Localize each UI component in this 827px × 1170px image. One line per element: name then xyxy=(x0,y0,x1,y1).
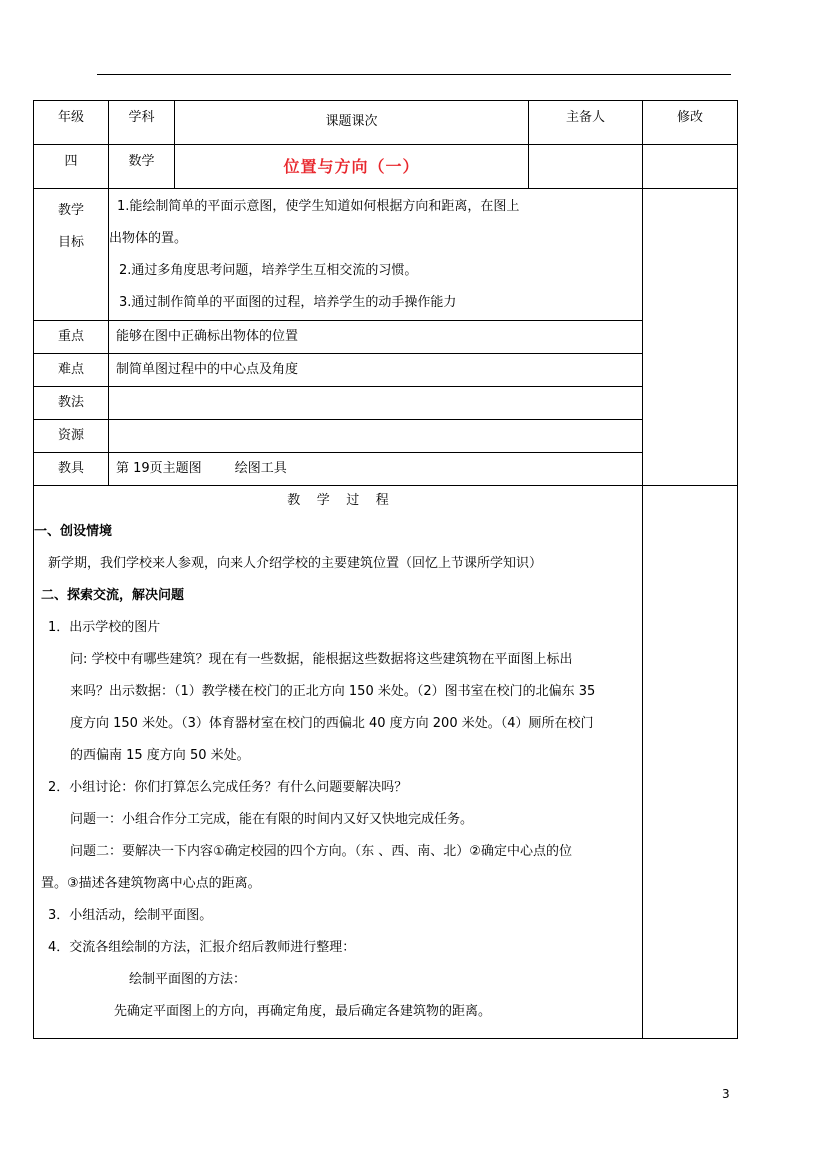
tools-label: 教具 xyxy=(34,453,109,486)
preparer-header: 主备人 xyxy=(529,101,643,145)
topic-value xyxy=(175,145,529,189)
revise-column-upper xyxy=(643,189,738,486)
lesson-info-row xyxy=(34,145,738,189)
process-line-2: 1．出示学校的图片 xyxy=(48,620,161,635)
process-line-11: 3．小组活动，绘制平面图。 xyxy=(48,908,213,923)
revise-column-lower xyxy=(643,486,738,1039)
process-section-2: 二、探索交流，解决问题 xyxy=(41,588,185,603)
process-line-3: 问: 学校中有哪些建筑？现在有一些数据，能根据这些数据将这些建筑物在平面图上标出 xyxy=(70,652,573,667)
process-line-12: 4．交流各组绘制的方法，汇报介绍后教师进行整理： xyxy=(48,940,356,955)
process-content xyxy=(34,486,643,1039)
objectives-label xyxy=(34,189,109,321)
process-line-5: 度方向 150 米处。（3）体育器材室在校门的西偏北 40 度方向 200 米处。（4）厕所在校门 xyxy=(70,716,594,731)
process-row xyxy=(34,486,738,1039)
objective-line-4: 3.通过制作简单的平面图的过程，培养学生的动手操作能力 xyxy=(119,295,457,310)
lesson-plan-table xyxy=(33,100,738,1039)
objectives-row xyxy=(34,189,738,321)
method-text xyxy=(109,387,643,420)
method-label: 教法 xyxy=(34,387,109,420)
header-rule xyxy=(97,74,731,75)
topic-header: 课题课次 xyxy=(175,101,529,145)
process-heading: 教 学 过 程 xyxy=(287,493,389,508)
difficulty-row xyxy=(34,354,738,387)
lesson-title: 位置与方向（一） xyxy=(283,157,420,176)
process-line-13: 绘制平面图的方法： xyxy=(129,972,247,987)
process-line-9: 问题二：要解决一下内容①确定校园的四个方向。（东 、西、南、北）②确定中心点的位 xyxy=(70,844,572,859)
process-line-7: 2．小组讨论：你们打算怎么完成任务？有什么问题要解决吗？ xyxy=(48,780,408,795)
objective-line-3: 2.通过多角度思考问题，培养学生互相交流的习惯。 xyxy=(119,263,418,278)
subject-value: 数学 xyxy=(109,145,175,189)
objectives-content xyxy=(109,189,643,321)
subject-header: 学科 xyxy=(109,101,175,145)
resources-label: 资源 xyxy=(34,420,109,453)
process-line-6: 的西偏南 15 度方向 50 米处。 xyxy=(70,748,250,763)
process-line-4: 来吗？出示数据：（1）教学楼在校门的正北方向 150 米处。（2）图书室在校门的北偏东 35 xyxy=(70,684,596,699)
objective-line-1: 1.能绘制简单的平面示意图，使学生知道如何根据方向和距离，在图上 xyxy=(117,199,520,214)
grade-header: 年级 xyxy=(34,101,109,145)
preparer-value xyxy=(529,145,643,189)
key-point-row xyxy=(34,321,738,354)
revise-value xyxy=(643,145,738,189)
table-header-row xyxy=(34,101,738,145)
objectives-label-line-1: 教学 xyxy=(57,203,84,218)
process-line-14: 先确定平面图上的方向，再确定角度，最后确定各建筑物的距离。 xyxy=(114,1004,492,1019)
grade-value: 四 xyxy=(34,145,109,189)
tools-text: 第 19页主题图 绘图工具 xyxy=(109,453,643,486)
method-row xyxy=(34,387,738,420)
difficulty-label: 难点 xyxy=(34,354,109,387)
process-line-1: 新学期，我们学校来人参观，向来人介绍学校的主要建筑位置（回忆上节课所学知识） xyxy=(48,556,543,571)
objectives-label-line-2: 目标 xyxy=(57,235,84,250)
key-point-text: 能够在图中正确标出物体的位置 xyxy=(109,321,643,354)
revise-header: 修改 xyxy=(643,101,738,145)
process-section-1: 一、创设情境 xyxy=(34,524,113,539)
resources-row xyxy=(34,420,738,453)
page-number: 3 xyxy=(722,1087,730,1101)
tools-row xyxy=(34,453,738,486)
process-line-10: 置。③描述各建筑物离中心点的距离。 xyxy=(41,876,261,891)
objective-line-2: 出物体的置。 xyxy=(109,231,188,246)
difficulty-text: 制简单图过程中的中心点及角度 xyxy=(109,354,643,387)
process-line-8: 问题一：小组合作分工完成，能在有限的时间内又好又快地完成任务。 xyxy=(70,812,474,827)
key-point-label: 重点 xyxy=(34,321,109,354)
resources-text xyxy=(109,420,643,453)
